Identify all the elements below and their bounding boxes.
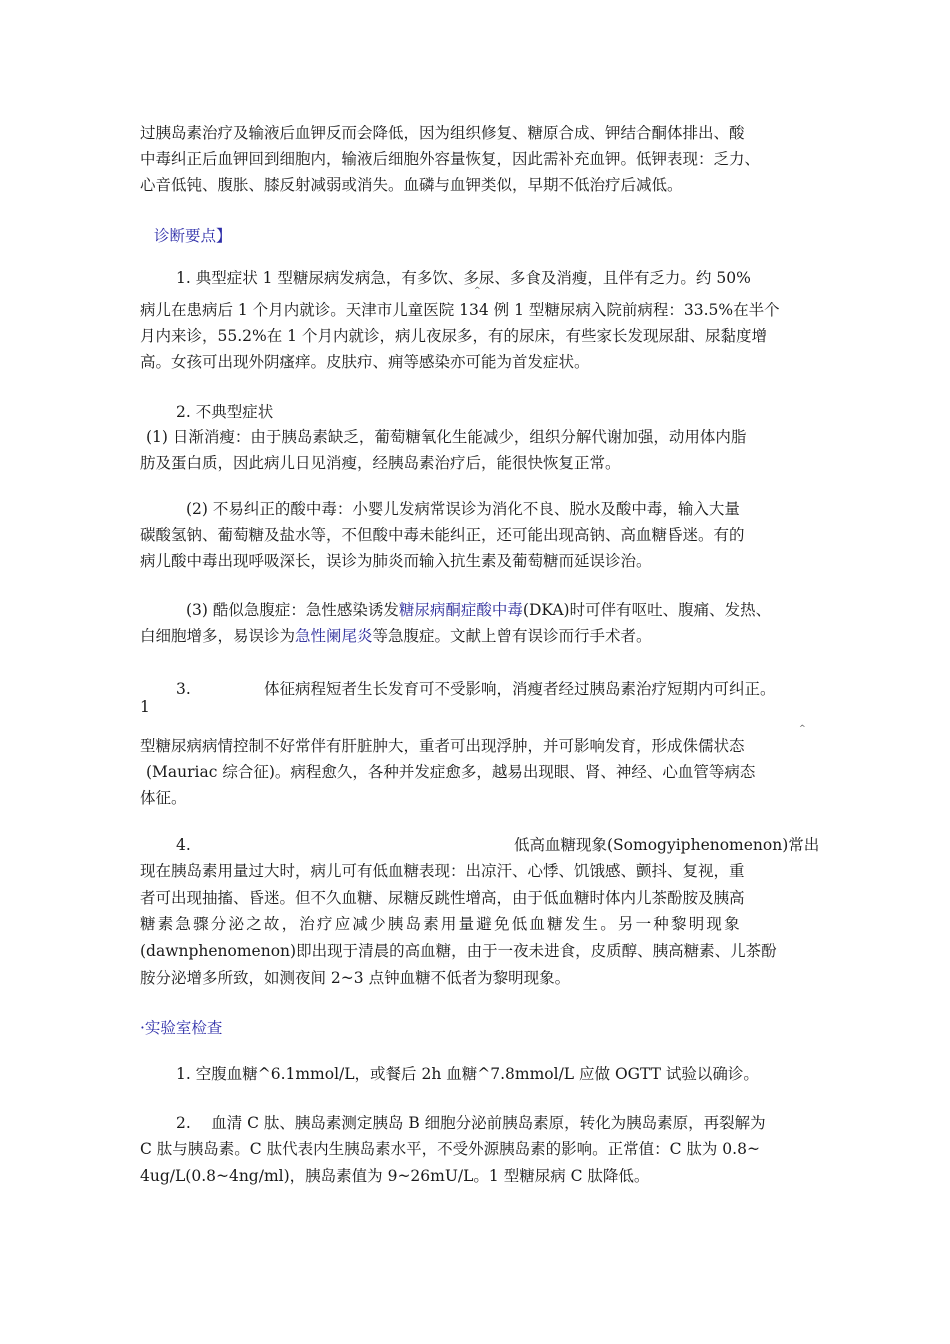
s3-line-1: 体征病程短者生长发育可不受影响，消瘦者经过胰岛素治疗短期内可纠正。: [264, 680, 776, 698]
diagnosis-heading: 诊断要点】: [154, 227, 232, 245]
s1-line-1: 1. 典型症状 1 型糖尿病发病急，有多饮、多尿、多食及消瘦，且伴有乏力。约 50%: [176, 269, 751, 287]
caret-mark: ^: [474, 286, 481, 295]
s3-line-4: 体征。: [140, 789, 187, 807]
s3-line-2: 型糖尿病病情控制不好常伴有肝脏肿大，重者可出现浮肿，并可影响发育，形成侏儒状态: [140, 737, 745, 755]
s1-line-3: 月内来诊，55.2%在 1 个月内就诊，病儿夜尿多，有的尿床，有些家长发现尿甜、尿黏度增: [140, 327, 767, 345]
s2-title: 2. 不典型症状: [176, 403, 274, 421]
s2-b-line-3: 病儿酸中毒出现呼吸深长，误诊为肺炎而输入抗生素及葡萄糖而延误诊治。: [140, 552, 652, 570]
s4-number: 4.: [176, 836, 191, 854]
lab-item-1: 1. 空腹血糖^6.1mmol/L，或餐后 2h 血糖^7.8mmol/L 应做 OGTT 试验以确诊。: [176, 1065, 759, 1083]
s2-c-line-2: [140, 624, 652, 648]
appendicitis-link[interactable]: 急性阑尾炎: [295, 627, 373, 645]
s4-line-4: 糖素急骤分泌之故，治疗应减少胰岛素用量避免低血糖发生。另一种黎明现象: [140, 915, 742, 933]
intro-line-3: 心音低钝、腹胀、膝反射减弱或消失。血磷与血钾类似，早期不低治疗后减低。: [140, 176, 683, 194]
lab-item-2-line-2: C 肽与胰岛素。C 肽代表内生胰岛素水平，不受外源胰岛素的影响。正常值：C 肽为 0.8~: [140, 1140, 760, 1158]
s2-c2-text-pre: 白细胞增多，易误诊为: [140, 627, 296, 645]
s4-line-1: 低高血糖现象(Somogyiphenomenon)常出: [514, 836, 820, 854]
s2-c-line-1: [186, 598, 771, 622]
s2-c-text-pre: (3) 酷似急腹症：急性感染诱发: [186, 601, 399, 619]
s2-a-line-1: (1) 日渐消瘦：由于胰岛素缺乏，葡萄糖氧化生能减少，组织分解代谢加强，动用体内脂: [146, 428, 747, 446]
s4-line-2: 现在胰岛素用量过大时，病儿可有低血糖表现：出凉汗、心悸、饥饿感、颤抖、复视，重: [140, 862, 745, 880]
s4-line-6: 胺分泌增多所致，如测夜间 2~3 点钟血糖不低者为黎明现象。: [140, 969, 571, 987]
s1-line-2: 病儿在患病后 1 个月内就诊。天津市儿童医院 134 例 1 型糖尿病入院前病程：33.5%在半个: [140, 301, 780, 319]
lab-item-2-line-3: 4ug/L(0.8~4ng/ml)，胰岛素值为 9~26mU/L。1 型糖尿病 C 肽降低。: [140, 1167, 650, 1185]
s4-line-5: (dawnphenomenon)即出现于清晨的高血糖，由于一夜未进食，皮质醇、胰高糖素、儿茶酚: [140, 942, 777, 960]
s2-a-line-2: 肪及蛋白质，因此病儿日见消瘦，经胰岛素治疗后，能很快恢复正常。: [140, 454, 621, 472]
s1-line-4: 高。女孩可出现外阴瘙痒。皮肤疖、痈等感染亦可能为首发症状。: [140, 353, 590, 371]
s2-b-line-1: (2) 不易纠正的酸中毒：小婴儿发病常误诊为消化不良、脱水及酸中毒，输入大量: [186, 500, 740, 518]
lab-heading: ·实验室检查: [140, 1019, 223, 1037]
intro-line-1: 过胰岛素治疗及输液后血钾反而会降低，因为组织修复、糖原合成、钾结合酮体排出、酸: [140, 124, 745, 142]
s4-line-3: 者可出现抽搐、昏迷。但不久血糖、尿糖反跳性增高，由于低血糖时体内儿茶酚胺及胰高: [140, 889, 745, 907]
intro-line-2: 中毒纠正后血钾回到细胞内，输液后细胞外容量恢复，因此需补充血钾。低钾表现：乏力、: [140, 150, 761, 168]
s3-line-3: (Mauriac 综合征)。病程愈久，各种并发症愈多，越易出现眼、肾、神经、心血管等病态: [146, 763, 756, 781]
s2-c-text-post: (DKA)时可伴有呕吐、腹痛、发热、: [522, 601, 772, 619]
s2-c2-text-post: 等急腹症。文献上曾有误诊而行手术者。: [372, 627, 652, 645]
caret-mark-2: ^: [799, 724, 806, 733]
s2-b-line-2: 碳酸氢钠、葡萄糖及盐水等，不但酸中毒未能纠正，还可能出现高钠、高血糖昏迷。有的: [140, 526, 745, 544]
dka-link[interactable]: 糖尿病酮症酸中毒: [398, 601, 523, 619]
lab-item-2-line-1: 2. 血清 C 肽、胰岛素测定胰岛 B 细胞分泌前胰岛素原，转化为胰岛素原，再裂解为: [176, 1114, 766, 1132]
s3-one: 1: [140, 698, 150, 716]
s3-number: 3.: [176, 680, 191, 698]
